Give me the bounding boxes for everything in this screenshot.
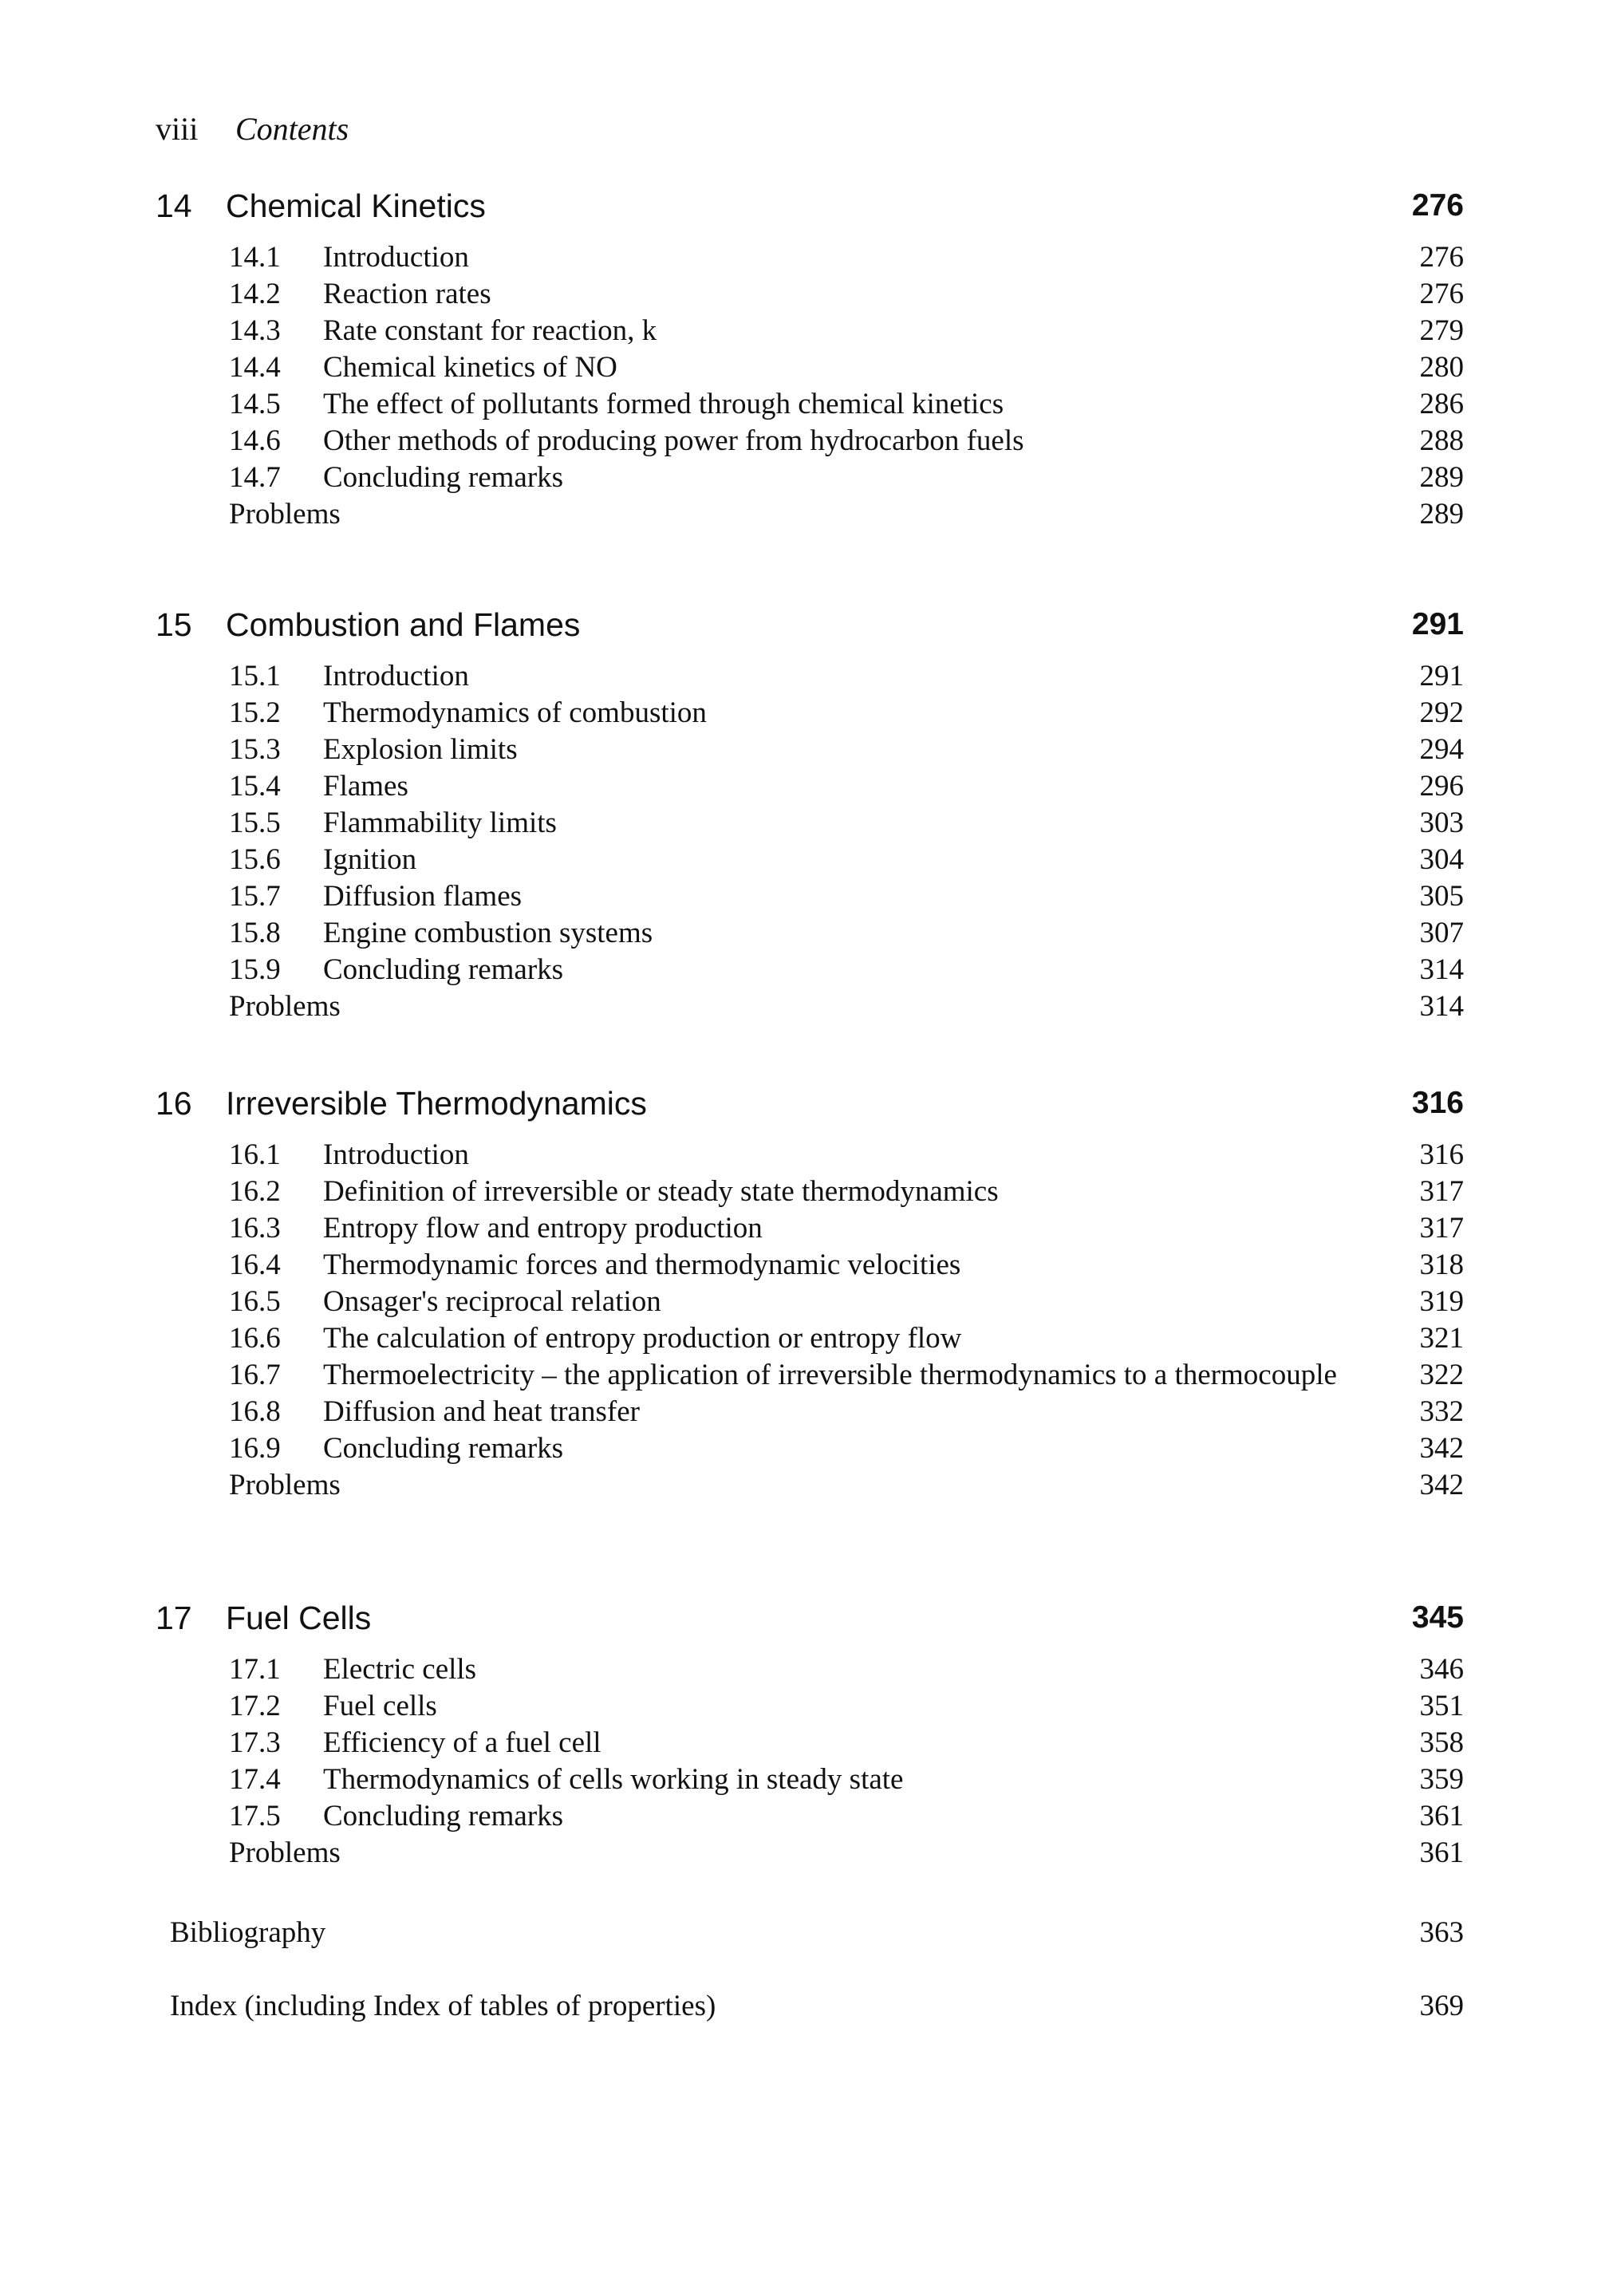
section-title: Diffusion and heat transfer (323, 1395, 640, 1428)
chapter-number: 15 (156, 606, 192, 643)
section-title: The effect of pollutants formed through chemical kinetics (323, 388, 1004, 420)
section-title: Electric cells (323, 1653, 477, 1686)
problems-page: 361 (1419, 1836, 1464, 1869)
toc-entry (156, 1247, 1464, 1284)
toc-entry (156, 386, 1464, 423)
chapter-title: Irreversible Thermodynamics (226, 1085, 647, 1122)
section-title: Other methods of producing power from hydrocarbon fuels (323, 424, 1024, 457)
chapter-heading (156, 602, 1464, 658)
problems-entry (156, 988, 1464, 1025)
toc-entry (156, 349, 1464, 386)
section-number: 16.4 (229, 1249, 281, 1281)
section-number: 16.6 (229, 1322, 281, 1355)
section-title: Efficiency of a fuel cell (323, 1726, 601, 1759)
section-title: Introduction (323, 660, 469, 692)
problems-entry (156, 1467, 1464, 1504)
section-page: 286 (1419, 388, 1464, 420)
bibliography-entry (170, 1915, 1464, 1951)
section-page: 319 (1419, 1285, 1464, 1318)
toc-entry (156, 1210, 1464, 1247)
chapter-title: Combustion and Flames (226, 606, 581, 643)
section-page: 303 (1419, 807, 1464, 839)
chapter-number: 14 (156, 187, 192, 224)
section-title: Onsager's reciprocal relation (323, 1285, 661, 1318)
toc-entry (156, 1688, 1464, 1725)
chapter-16 (156, 1081, 1464, 1504)
section-page: 317 (1419, 1175, 1464, 1208)
problems-entry (156, 1835, 1464, 1872)
toc-entry (156, 842, 1464, 878)
section-title: Concluding remarks (323, 1800, 564, 1832)
section-page: 342 (1419, 1432, 1464, 1465)
toc-entry (156, 695, 1464, 732)
section-title: Rate constant for reaction, k (323, 314, 657, 347)
problems-title: Problems (229, 498, 341, 531)
index-entry (170, 1988, 1464, 2025)
section-page: 304 (1419, 843, 1464, 876)
chapter-page: 276 (1411, 188, 1464, 223)
toc-entry (156, 1320, 1464, 1357)
section-page: 307 (1419, 917, 1464, 949)
section-title: Entropy flow and entropy production (323, 1212, 763, 1245)
section-page: 280 (1419, 351, 1464, 384)
section-number: 16.9 (229, 1432, 281, 1465)
section-page: 316 (1419, 1138, 1464, 1171)
section-title: Ignition (323, 843, 417, 876)
section-page: 332 (1419, 1395, 1464, 1428)
section-page: 292 (1419, 696, 1464, 729)
chapter-page: 345 (1411, 1600, 1464, 1635)
section-title: Fuel cells (323, 1690, 437, 1722)
section-title: Definition of irreversible or steady state thermodynamics (323, 1175, 999, 1208)
section-title: Diffusion flames (323, 880, 523, 913)
problems-page: 342 (1419, 1469, 1464, 1501)
bibliography-title: Bibliography (170, 1916, 326, 1949)
section-page: 288 (1419, 424, 1464, 457)
section-title: Concluding remarks (323, 461, 564, 494)
section-number: 15.6 (229, 843, 281, 876)
section-title: The calculation of entropy production or entropy flow (323, 1322, 962, 1355)
toc-entry (156, 1174, 1464, 1210)
section-page: 359 (1419, 1763, 1464, 1796)
toc-entry (156, 1725, 1464, 1761)
chapter-number: 16 (156, 1085, 192, 1122)
section-page: 358 (1419, 1726, 1464, 1759)
section-title: Flames (323, 770, 408, 803)
section-title: Thermodynamics of cells working in steady state (323, 1763, 904, 1796)
chapter-page: 316 (1411, 1086, 1464, 1120)
toc-entry (156, 276, 1464, 313)
toc-entry (156, 878, 1464, 915)
section-title: Chemical kinetics of NO (323, 351, 617, 384)
section-page: 321 (1419, 1322, 1464, 1355)
problems-page: 314 (1419, 990, 1464, 1023)
section-list (156, 658, 1464, 1025)
section-page: 296 (1419, 770, 1464, 803)
section-number: 15.9 (229, 953, 281, 986)
section-number: 16.8 (229, 1395, 281, 1428)
chapter-14 (156, 183, 1464, 533)
toc-entry (156, 239, 1464, 276)
section-number: 14.5 (229, 388, 281, 420)
section-number: 15.3 (229, 733, 281, 766)
chapter-number: 17 (156, 1600, 192, 1636)
toc-entry (156, 1137, 1464, 1174)
toc-entry (156, 805, 1464, 842)
section-number: 16.1 (229, 1138, 281, 1171)
section-title: Thermodynamic forces and thermodynamic velocities (323, 1249, 961, 1281)
section-page: 314 (1419, 953, 1464, 986)
section-title: Concluding remarks (323, 953, 564, 986)
toc-entry (156, 732, 1464, 768)
section-list (156, 239, 1464, 533)
section-number: 15.4 (229, 770, 281, 803)
section-number: 15.2 (229, 696, 281, 729)
section-number: 14.2 (229, 278, 281, 310)
problems-title: Problems (229, 990, 341, 1023)
section-number: 15.8 (229, 917, 281, 949)
section-page: 322 (1419, 1359, 1464, 1391)
toc-entry (156, 313, 1464, 349)
section-page: 289 (1419, 461, 1464, 494)
section-title: Engine combustion systems (323, 917, 653, 949)
section-title: Explosion limits (323, 733, 518, 766)
running-head (156, 110, 349, 148)
section-number: 15.1 (229, 660, 281, 692)
section-page: 361 (1419, 1800, 1464, 1832)
section-number: 14.3 (229, 314, 281, 347)
section-number: 16.5 (229, 1285, 281, 1318)
chapter-17 (156, 1596, 1464, 1872)
section-number: 17.2 (229, 1690, 281, 1722)
section-number: 16.3 (229, 1212, 281, 1245)
problems-title: Problems (229, 1836, 341, 1869)
toc-entry (156, 1357, 1464, 1394)
section-page: 291 (1419, 660, 1464, 692)
section-page: 317 (1419, 1212, 1464, 1245)
section-number: 14.1 (229, 241, 281, 274)
section-page: 346 (1419, 1653, 1464, 1686)
chapter-heading (156, 1081, 1464, 1137)
chapter-15 (156, 602, 1464, 1025)
section-page: 276 (1419, 278, 1464, 310)
bibliography-page: 363 (1419, 1916, 1464, 1949)
problems-title: Problems (229, 1469, 341, 1501)
chapter-page: 291 (1411, 607, 1464, 641)
section-page: 294 (1419, 733, 1464, 766)
problems-entry (156, 496, 1464, 533)
toc-entry (156, 423, 1464, 460)
toc-entry (156, 1430, 1464, 1467)
page-folio: viii (156, 111, 199, 147)
running-head-label: Contents (235, 111, 349, 147)
section-number: 14.6 (229, 424, 281, 457)
section-title: Thermoelectricity – the application of irreversible thermodynamics to a thermocouple (323, 1359, 1337, 1391)
section-title: Introduction (323, 1138, 469, 1171)
problems-page: 289 (1419, 498, 1464, 531)
section-number: 17.5 (229, 1800, 281, 1832)
section-title: Thermodynamics of combustion (323, 696, 707, 729)
chapter-title: Chemical Kinetics (226, 187, 486, 224)
section-list (156, 1651, 1464, 1872)
section-number: 16.7 (229, 1359, 281, 1391)
section-list (156, 1137, 1464, 1504)
section-page: 276 (1419, 241, 1464, 274)
section-title: Flammability limits (323, 807, 557, 839)
section-title: Introduction (323, 241, 469, 274)
index-title: Index (including Index of tables of properties) (170, 1990, 716, 2022)
toc-entry (156, 952, 1464, 988)
section-number: 15.7 (229, 880, 281, 913)
toc-entry (156, 1798, 1464, 1835)
toc-entry (156, 658, 1464, 695)
toc-entry (156, 1761, 1464, 1798)
section-title: Concluding remarks (323, 1432, 564, 1465)
section-page: 305 (1419, 880, 1464, 913)
section-number: 17.1 (229, 1653, 281, 1686)
section-page: 318 (1419, 1249, 1464, 1281)
section-number: 14.4 (229, 351, 281, 384)
index-page: 369 (1419, 1990, 1464, 2022)
toc-entry (156, 1651, 1464, 1688)
toc-entry (156, 768, 1464, 805)
section-number: 17.3 (229, 1726, 281, 1759)
chapter-heading (156, 1596, 1464, 1651)
toc-entry (156, 1284, 1464, 1320)
toc-entry (156, 915, 1464, 952)
section-number: 15.5 (229, 807, 281, 839)
section-number: 16.2 (229, 1175, 281, 1208)
section-page: 351 (1419, 1690, 1464, 1722)
chapter-heading (156, 183, 1464, 239)
toc-entry (156, 460, 1464, 496)
section-title: Reaction rates (323, 278, 491, 310)
toc-entry (156, 1394, 1464, 1430)
section-number: 17.4 (229, 1763, 281, 1796)
chapter-title: Fuel Cells (226, 1600, 372, 1636)
section-page: 279 (1419, 314, 1464, 347)
section-number: 14.7 (229, 461, 281, 494)
